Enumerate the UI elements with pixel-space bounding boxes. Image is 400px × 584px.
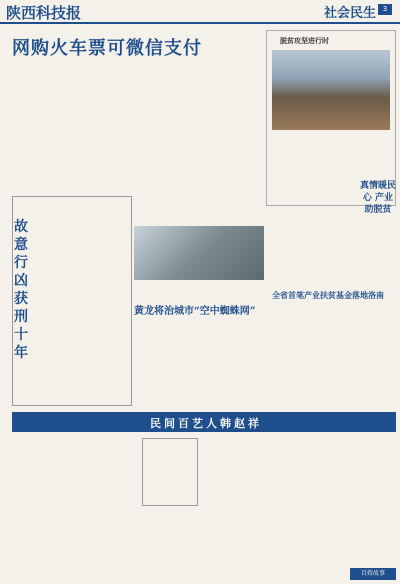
- bottom-column-2: [142, 510, 262, 578]
- fund-body: [272, 304, 396, 396]
- fund-headline: 全省首笔产业扶贫基金落地洛南: [272, 290, 384, 300]
- photo-feature-title: 脱贫攻坚进行时: [280, 36, 329, 45]
- story-body: [40, 208, 128, 354]
- center-photo-caption: [134, 282, 264, 296]
- bottom-banner-title: 民间百艺人韩赵祥: [150, 417, 262, 430]
- honeybee-body: [134, 318, 264, 410]
- bottom-quote: [146, 442, 194, 502]
- center-photo: [134, 226, 264, 280]
- bottom-tag: 百姓故事: [350, 568, 396, 580]
- ticket-body: [12, 60, 257, 188]
- ticket-headline: 网购火车票可微信支付: [12, 38, 202, 59]
- bottom-column-1: [12, 438, 137, 578]
- section-name: 社会民生: [324, 6, 377, 21]
- honeybee-headline: 黄龙将治城市“空中蜘蛛网”: [134, 306, 256, 317]
- story-title: 故意行凶获刑十年: [14, 219, 28, 361]
- warm-side-title: 真情暖民心 产业助脱贫: [360, 181, 397, 215]
- story-body-continued: [16, 356, 128, 396]
- page-number: 3: [378, 4, 392, 15]
- bottom-column-3: [266, 438, 396, 566]
- warm-body: [272, 208, 356, 284]
- paper-name: 陕西科技报: [6, 4, 82, 22]
- photo-feature-image: [272, 50, 390, 130]
- photo-feature-caption: [272, 136, 390, 172]
